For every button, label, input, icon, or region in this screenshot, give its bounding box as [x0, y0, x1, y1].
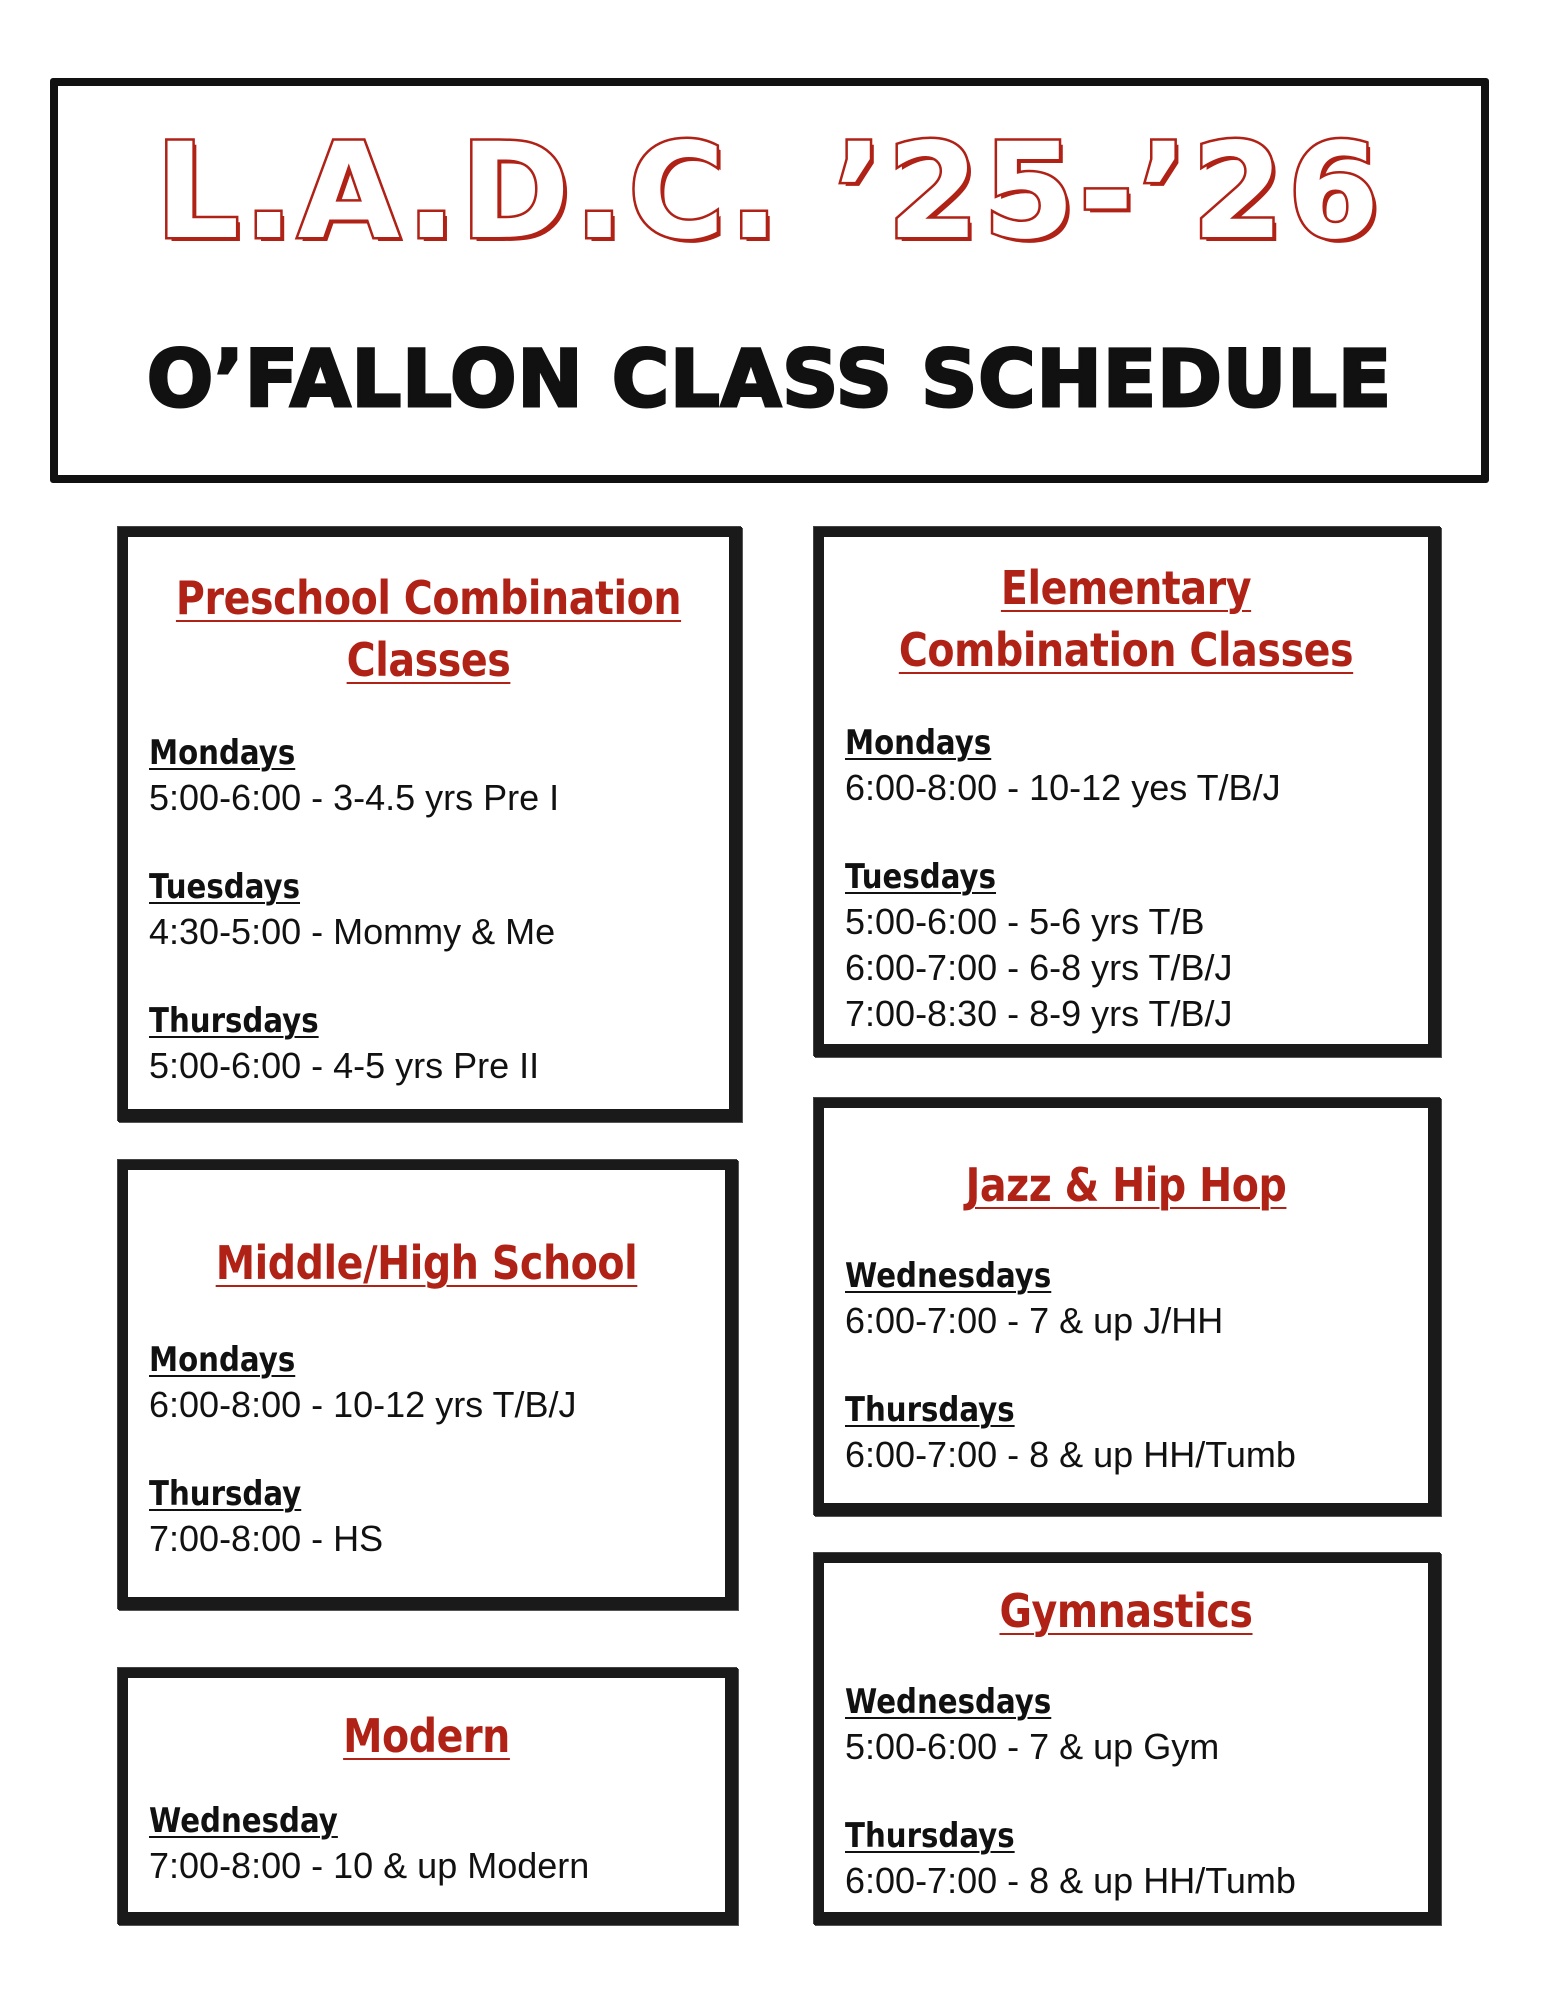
- schedule-entry: 5:00-6:00 - 7 & up Gym: [845, 1726, 1220, 1767]
- day-label: Tuesdays: [845, 857, 997, 897]
- day-group: [149, 1338, 725, 1428]
- schedule-entry: 6:00-8:00 - 10-12 yes T/B/J: [845, 767, 1281, 808]
- day-label: Mondays: [149, 1340, 296, 1380]
- header-box: [50, 78, 1489, 483]
- schedule-entry: 4:30-5:00 - Mommy & Me: [149, 911, 556, 952]
- box-title: Modern: [343, 1709, 510, 1763]
- day-label: Thursdays: [149, 1001, 319, 1041]
- box-title: Jazz & Hip Hop: [965, 1158, 1287, 1212]
- modern-box: [118, 1668, 738, 1925]
- schedule-entry: 6:00-8:00 - 10-12 yrs T/B/J: [149, 1384, 577, 1425]
- day-group: [149, 731, 729, 821]
- day-group: [845, 721, 1428, 811]
- schedule-entry: 6:00-7:00 - 6-8 yrs T/B/J: [845, 947, 1233, 988]
- schedule-entry: 5:00-6:00 - 4-5 yrs Pre II: [149, 1045, 540, 1086]
- schedule-entry: 5:00-6:00 - 5-6 yrs T/B: [845, 901, 1205, 942]
- schedule-entry: 7:00-8:30 - 8-9 yrs T/B/J: [845, 993, 1233, 1034]
- day-label: Mondays: [149, 733, 296, 773]
- box-title: Elementary: [1000, 561, 1252, 615]
- elementary-box: [814, 527, 1441, 1057]
- day-label: Tuesdays: [149, 867, 301, 907]
- day-label: Wednesday: [149, 1801, 338, 1841]
- box-title: Classes: [346, 633, 511, 687]
- middle-high-school-box: [118, 1160, 738, 1610]
- schedule-entry: 7:00-8:00 - 10 & up Modern: [149, 1845, 590, 1886]
- schedule-entry: 6:00-7:00 - 7 & up J/HH: [845, 1300, 1224, 1341]
- day-label: Wednesdays: [845, 1256, 1052, 1296]
- box-title: Combination Classes: [898, 623, 1354, 677]
- day-group: [845, 855, 1428, 1037]
- day-label: Thursday: [149, 1474, 302, 1514]
- schedule-entry: 6:00-7:00 - 8 & up HH/Tumb: [845, 1860, 1296, 1901]
- gymnastics-box: [814, 1553, 1441, 1925]
- day-group: [149, 999, 729, 1089]
- schedule-entry: 7:00-8:00 - HS: [149, 1518, 384, 1559]
- day-group: [845, 1680, 1428, 1770]
- day-label: Mondays: [845, 723, 992, 763]
- day-group: [845, 1254, 1428, 1344]
- box-title: Middle/High School: [215, 1236, 638, 1290]
- schedule-entry: 5:00-6:00 - 3-4.5 yrs Pre I: [149, 777, 560, 818]
- jazz-hip-hop-box: [814, 1098, 1441, 1516]
- box-title: Preschool Combination: [175, 571, 682, 625]
- day-group: [149, 1472, 725, 1562]
- box-title: Gymnastics: [999, 1584, 1253, 1638]
- day-label: Thursdays: [845, 1390, 1015, 1430]
- schedule-subtitle: O’FALLON CLASS SCHEDULE: [146, 335, 1393, 425]
- day-label: Thursdays: [845, 1816, 1015, 1856]
- day-group: [845, 1388, 1428, 1478]
- day-group: [845, 1814, 1428, 1904]
- schedule-entry: 6:00-7:00 - 8 & up HH/Tumb: [845, 1434, 1296, 1475]
- day-group: [149, 865, 729, 955]
- day-label: Wednesdays: [845, 1682, 1052, 1722]
- preschool-box: [118, 527, 742, 1122]
- main-title: L.A.D.C. ’25-’26: [155, 115, 1384, 269]
- day-group: [149, 1799, 725, 1889]
